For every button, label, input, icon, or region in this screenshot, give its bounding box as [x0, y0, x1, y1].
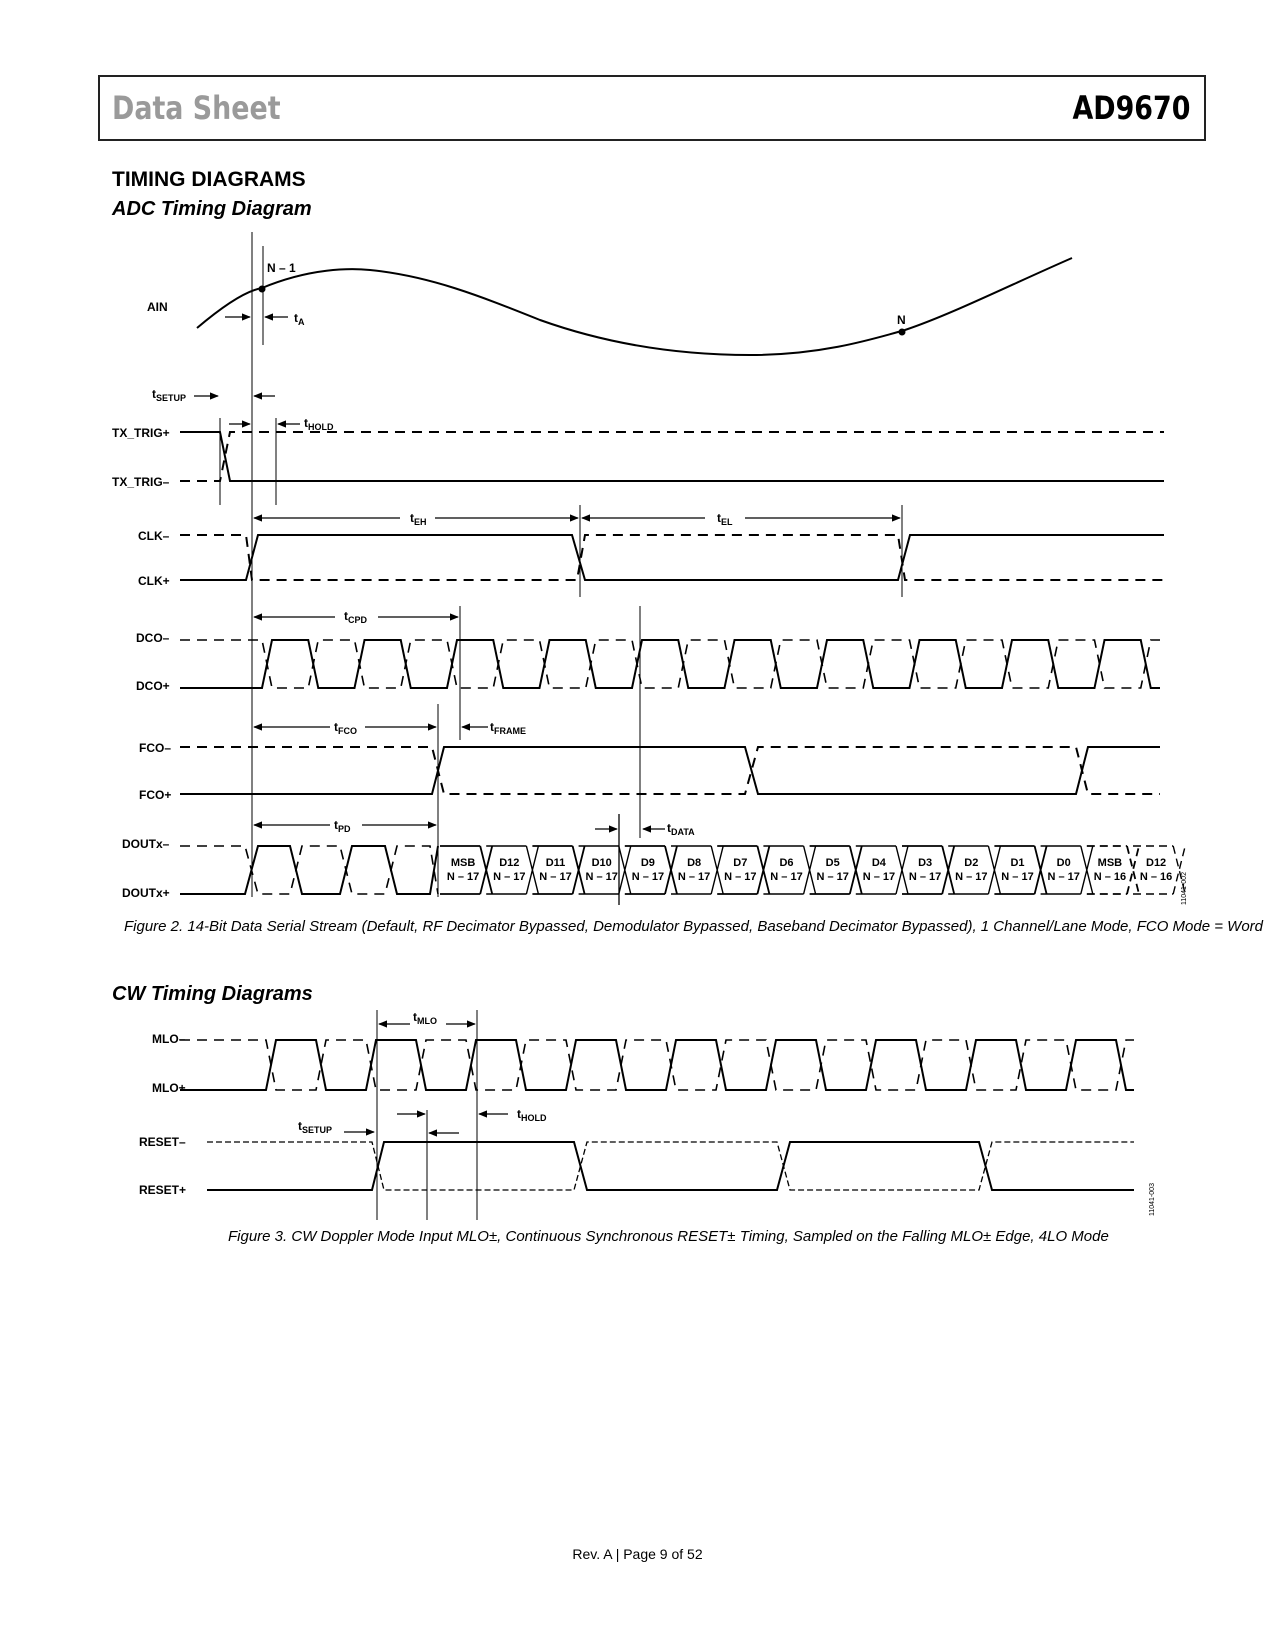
dout-cell-outline [579, 846, 631, 894]
dout-cell-sample: N – 17 [1047, 871, 1080, 883]
tx-trig-p-waveform [180, 432, 1164, 481]
dout-cell-outline [671, 846, 723, 894]
label-fco-p: FCO+ [139, 788, 172, 802]
timing-cw-thold: tHOLD [517, 1107, 547, 1123]
dout-cell-bit: D6 [779, 857, 794, 869]
label-dco-p: DCO+ [136, 679, 170, 693]
dout-pre-data-p [180, 846, 438, 894]
dout-cell-outline [810, 846, 862, 894]
dout-cell-bit: D12 [499, 857, 520, 869]
dout-cell-outline [1133, 846, 1185, 894]
dout-cell-sample: N – 16 [1093, 871, 1127, 883]
label-reset-p: RESET+ [139, 1183, 187, 1197]
timing-thold: tHOLD [304, 416, 334, 432]
dout-cell-sample: N – 17 [955, 871, 988, 883]
timing-tcpd: tCPD [344, 609, 368, 625]
dout-cell-outline [486, 846, 538, 894]
timing-teh: tEH [410, 511, 427, 527]
dout-cell-bit: D5 [825, 857, 840, 869]
mlo-m-waveform [180, 1040, 1134, 1090]
dout-cell-outline [763, 846, 815, 894]
ain-waveform [197, 258, 1072, 355]
dout-cell-bit: D4 [871, 857, 886, 869]
timing-tel: tEL [717, 511, 733, 527]
dout-cell-bit: D8 [687, 857, 702, 869]
clk-m-waveform [180, 535, 1164, 580]
label-n-minus-1: N – 1 [267, 261, 296, 275]
dout-cell-outline [902, 846, 954, 894]
label-mlo-m: MLO– [152, 1032, 186, 1046]
timing-cw-tsetup: tSETUP [298, 1119, 333, 1135]
dout-cell-outline [1041, 846, 1093, 894]
dout-cell-sample: N – 17 [724, 871, 757, 883]
dco-waveforms [180, 640, 1160, 688]
dout-cell-sample: N – 16 [1139, 871, 1173, 883]
dout-cell-sample: N – 17 [585, 871, 618, 883]
timing-tfco: tFCO [334, 720, 357, 736]
dout-cell-bit: D9 [640, 857, 655, 869]
dout-cell-bit: D7 [733, 857, 748, 869]
dco-m-waveform [180, 640, 1160, 688]
dout-cell-outline [532, 846, 584, 894]
dout-waveforms [180, 846, 1185, 894]
reset-m-waveform [207, 1142, 1134, 1190]
dout-cell-sample: N – 17 [677, 871, 711, 883]
adc-timing-diagram [180, 232, 1185, 905]
adc-labels [112, 261, 1188, 905]
figure-3-caption: Figure 3. CW Doppler Mode Input MLO±, Continuous Synchronous RESET± Timing, Sampled on the Falling MLO± Edge, 4LO Mode [228, 1228, 1109, 1245]
label-reset-m: RESET– [139, 1135, 186, 1149]
header-part-number: AD9670 [1072, 89, 1190, 127]
dout-cell-sample: N – 17 [539, 871, 572, 883]
cw-timing-diagram [180, 1010, 1134, 1220]
tx-trig-m-waveform [180, 432, 1164, 481]
dout-cell-sample: N – 17 [446, 871, 480, 883]
dout-pre-data-m [180, 846, 438, 894]
dout-cell-bit: D11 [545, 857, 566, 869]
timing-tsetup: tSETUP [152, 387, 187, 403]
dout-cell-bit: MSB [1097, 857, 1123, 869]
dout-cell-outline [440, 846, 492, 894]
dout-cell-bit: D1 [1010, 857, 1025, 869]
dout-cell-sample: N – 17 [631, 871, 665, 883]
cw-subtitle: CW Timing Diagrams [112, 983, 313, 1005]
dout-cell-sample: N – 17 [1001, 871, 1034, 883]
fco-p-waveform [180, 747, 1160, 794]
label-dco-m: DCO– [136, 631, 170, 645]
dout-cell-bit: D10 [591, 857, 612, 869]
dout-cell-outline [717, 846, 769, 894]
cw-figure-id: 11041-003 [1149, 1183, 1156, 1216]
dout-cell-bit: D2 [964, 857, 979, 869]
adc-figure-id: 11041-002 [1181, 872, 1188, 905]
sample-point-n-minus-1 [259, 286, 265, 292]
label-dout-p: DOUTx+ [122, 886, 170, 900]
figure-2-caption: Figure 2. 14-Bit Data Serial Stream (Default, RF Decimator Bypassed, Demodulator Bypassed, Baseband Decimator Bypassed), 1 Channel/Lane Mode, FCO Mode = Word [124, 918, 1264, 935]
dco-p-waveform [180, 640, 1160, 688]
label-clk-m: CLK– [138, 529, 170, 543]
timing-ta: tA [294, 311, 305, 327]
dout-cell-bit: D3 [918, 857, 933, 869]
dout-cell-outline [625, 846, 677, 894]
section-title: TIMING DIAGRAMS [112, 168, 306, 191]
adc-subtitle: ADC Timing Diagram [112, 198, 312, 220]
dout-cell-bit: D12 [1146, 857, 1167, 869]
label-tx-trig-m: TX_TRIG– [112, 475, 170, 489]
label-fco-m: FCO– [139, 741, 172, 755]
dout-cell-sample: N – 17 [816, 871, 849, 883]
dout-cell-bit: D0 [1056, 857, 1071, 869]
timing-tpd: tPD [334, 818, 351, 834]
timing-tmlo: tMLO [413, 1010, 437, 1026]
timing-tframe: tFRAME [490, 720, 526, 736]
sample-point-n [899, 329, 905, 335]
reset-p-waveform [207, 1142, 1134, 1190]
dout-cell-sample: N – 17 [770, 871, 803, 883]
label-mlo-p: MLO+ [152, 1081, 186, 1095]
dout-cell-sample: N – 17 [908, 871, 942, 883]
dout-cell-outline [994, 846, 1046, 894]
header-doc-type: Data Sheet [112, 89, 281, 127]
dout-cell-outline [856, 846, 908, 894]
label-ain: AIN [147, 300, 168, 314]
fco-m-waveform [180, 747, 1160, 794]
dout-cell-outline [1087, 846, 1139, 894]
mlo-p-waveform [180, 1040, 1134, 1090]
dout-cell-sample: N – 17 [862, 871, 896, 883]
dout-cell-bit: MSB [450, 857, 476, 869]
mlo-waveforms [180, 1040, 1134, 1090]
dout-cell-sample: N – 17 [493, 871, 526, 883]
clk-p-waveform [180, 535, 1164, 580]
label-clk-p: CLK+ [138, 574, 170, 588]
label-n: N [897, 313, 906, 327]
label-tx-trig-p: TX_TRIG+ [112, 426, 170, 440]
timing-tdata: tDATA [667, 821, 695, 837]
label-dout-m: DOUTx– [122, 837, 170, 851]
dout-cell-outline [948, 846, 1000, 894]
page-footer: Rev. A | Page 9 of 52 [572, 1546, 703, 1562]
